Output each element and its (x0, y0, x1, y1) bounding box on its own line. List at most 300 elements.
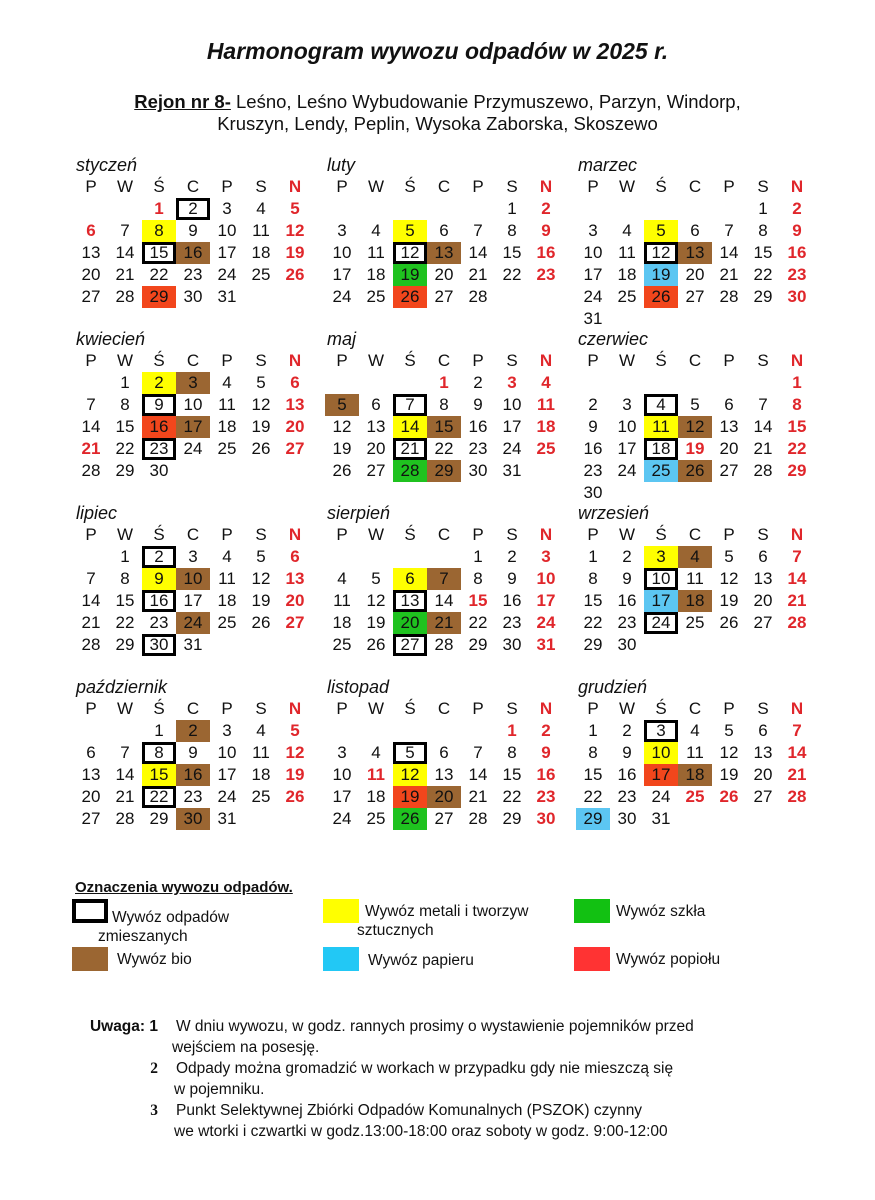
legend-mixed (98, 908, 230, 946)
weekday-header (325, 698, 562, 720)
day-cell: 10 (217, 743, 237, 762)
weekday-label: P (221, 699, 233, 718)
day-cell: 22 (142, 786, 176, 808)
day-cell: 10 (617, 417, 637, 436)
weekday-label: P (336, 351, 348, 370)
weekday-label: Ś (153, 351, 165, 370)
weekday-label: C (186, 177, 200, 196)
day-cell: 3 (588, 221, 598, 240)
weekday-header (325, 524, 562, 546)
day-cell: 5 (724, 547, 734, 566)
empty-day-cell (780, 308, 814, 330)
month-name: kwiecień (76, 329, 146, 349)
day-cell: 2 (507, 547, 517, 566)
day-cell: 27 (366, 461, 386, 480)
day-cell: 18 (536, 417, 556, 436)
weekday-label: C (688, 699, 702, 718)
week-row (74, 264, 311, 286)
weekday-label: Ś (153, 177, 165, 196)
day-cell: 5 (393, 220, 427, 242)
weekday-label: S (757, 525, 769, 544)
weekday-label: S (255, 351, 267, 370)
day-cell: 2 (176, 720, 210, 742)
weekday-label: C (186, 699, 200, 718)
day-cell: 22 (149, 265, 169, 284)
weekday-label: P (221, 525, 233, 544)
week-row (74, 242, 311, 264)
day-cell: 11 (537, 395, 555, 414)
day-cell: 1 (120, 547, 130, 566)
day-cell: 28 (81, 461, 101, 480)
day-cell: 26 (719, 613, 739, 632)
day-cell: 28 (115, 809, 135, 828)
day-cell: 23 (536, 265, 556, 284)
day-cell: 3 (507, 373, 517, 392)
empty-day-cell (529, 460, 563, 482)
day-cell: 25 (332, 635, 352, 654)
empty-day-cell (74, 372, 108, 394)
day-cell: 3 (188, 547, 198, 566)
day-cell: 30 (787, 287, 807, 306)
day-cell: 29 (787, 461, 807, 480)
day-cell: 15 (142, 764, 176, 786)
day-cell: 25 (217, 613, 237, 632)
weekday-label: C (688, 177, 702, 196)
day-cell: 4 (222, 373, 232, 392)
day-cell: 14 (719, 243, 739, 262)
day-cell: 20 (753, 591, 773, 610)
day-cell: 22 (502, 265, 522, 284)
empty-day-cell (278, 634, 312, 656)
day-cell: 10 (644, 568, 678, 590)
day-cell: 27 (285, 613, 305, 632)
day-cell: 16 (176, 764, 210, 786)
day-cell: 30 (176, 808, 210, 830)
month-block (576, 154, 813, 330)
week-row (325, 438, 562, 460)
day-cell: 23 (583, 461, 603, 480)
day-cell: 7 (393, 394, 427, 416)
day-cell: 19 (719, 765, 739, 784)
legend-mixed-line1: Wywóz odpadów (112, 909, 230, 926)
weekday-label: C (186, 525, 200, 544)
day-cell: 20 (81, 265, 101, 284)
day-cell: 1 (439, 373, 449, 392)
day-cell: 18 (678, 764, 712, 786)
week-row (325, 286, 562, 308)
day-cell: 25 (366, 287, 386, 306)
day-cell: 28 (753, 461, 773, 480)
empty-day-cell (576, 198, 610, 220)
week-row (74, 612, 311, 634)
day-cell: 13 (366, 417, 386, 436)
day-cell: 4 (541, 373, 551, 392)
weekday-header (325, 176, 562, 198)
weekday-label: P (221, 177, 233, 196)
empty-day-cell (780, 808, 814, 830)
weekday-label: P (221, 351, 233, 370)
day-cell: 20 (393, 612, 427, 634)
day-cell: 1 (758, 199, 768, 218)
day-cell: 11 (367, 765, 385, 784)
day-cell: 28 (434, 635, 454, 654)
day-cell: 30 (617, 635, 637, 654)
day-cell: 5 (256, 373, 266, 392)
weekday-label: C (437, 699, 451, 718)
region-label: Rejon nr 8- (134, 91, 231, 112)
empty-day-cell (325, 372, 359, 394)
day-cell: 5 (290, 199, 300, 218)
day-cell: 31 (651, 809, 671, 828)
day-cell: 7 (120, 743, 130, 762)
weekday-label: S (757, 699, 769, 718)
day-cell: 12 (251, 395, 271, 414)
day-cell: 23 (183, 787, 203, 806)
note-3-number: 3 (150, 1102, 158, 1119)
day-cell: 29 (576, 808, 610, 830)
week-row (325, 764, 562, 786)
empty-day-cell (393, 720, 427, 742)
month-name: styczeń (76, 155, 138, 175)
day-cell: 9 (792, 221, 802, 240)
empty-day-cell (74, 720, 108, 742)
day-cell: 24 (617, 461, 637, 480)
weekday-label: Ś (404, 699, 416, 718)
day-cell: 27 (685, 287, 705, 306)
day-cell: 12 (251, 569, 271, 588)
day-cell: 5 (256, 547, 266, 566)
day-cell: 12 (332, 417, 352, 436)
weekday-label: P (472, 699, 484, 718)
day-cell: 14 (81, 417, 101, 436)
month-block (74, 502, 311, 656)
day-cell: 14 (81, 591, 101, 610)
day-cell: 13 (427, 242, 461, 264)
day-cell: 25 (685, 613, 705, 632)
week-row (576, 220, 813, 242)
empty-day-cell (427, 720, 461, 742)
day-cell: 25 (685, 787, 705, 806)
day-cell: 26 (251, 613, 271, 632)
weekday-label: W (367, 351, 385, 370)
day-cell: 28 (787, 613, 807, 632)
week-row (576, 764, 813, 786)
day-cell: 21 (115, 787, 135, 806)
day-cell: 3 (541, 547, 551, 566)
day-cell: 19 (393, 786, 427, 808)
week-row (74, 786, 311, 808)
day-cell: 18 (644, 438, 678, 460)
note-3 (176, 1100, 776, 1142)
day-cell: 15 (502, 765, 522, 784)
weekday-label: N (790, 699, 804, 718)
day-cell: 17 (617, 439, 637, 458)
glass-swatch (574, 899, 610, 923)
empty-day-cell (780, 634, 814, 656)
day-cell: 21 (719, 265, 739, 284)
empty-day-cell (712, 808, 746, 830)
day-cell: 3 (644, 546, 678, 568)
weekday-header (74, 176, 311, 198)
day-cell: 10 (536, 569, 556, 588)
day-cell: 20 (366, 439, 386, 458)
day-cell: 12 (393, 764, 427, 786)
day-cell: 2 (142, 372, 176, 394)
empty-day-cell (210, 460, 244, 482)
day-cell: 8 (507, 743, 517, 762)
day-cell: 17 (176, 416, 210, 438)
empty-day-cell (461, 198, 495, 220)
day-cell: 26 (251, 439, 271, 458)
empty-day-cell (278, 808, 312, 830)
day-cell: 16 (468, 417, 488, 436)
note-3-line1: Punkt Selektywnej Zbiórki Odpadów Komunalnych (PSZOK) czynny (176, 1102, 643, 1119)
day-cell: 30 (468, 461, 488, 480)
empty-day-cell (712, 308, 746, 330)
day-cell: 19 (719, 591, 739, 610)
note-1-line1: W dniu wywozu, w godz. rannych prosimy o wystawienie pojemników przed (176, 1018, 694, 1035)
day-cell: 8 (473, 569, 483, 588)
note-3-line2: we wtorki i czwartki w godz.13:00-18:00 oraz soboty w godz. 9:00-12:00 (174, 1123, 668, 1140)
day-cell: 20 (434, 265, 454, 284)
day-cell: 8 (758, 221, 768, 240)
day-cell: 3 (644, 720, 678, 742)
day-cell: 1 (154, 721, 164, 740)
day-cell: 9 (588, 417, 598, 436)
day-cell: 6 (393, 568, 427, 590)
day-cell: 13 (81, 243, 101, 262)
weekday-header (576, 524, 813, 546)
month-name: maj (327, 329, 357, 349)
empty-day-cell (610, 372, 644, 394)
day-cell: 22 (434, 439, 454, 458)
notes-label: Uwaga: 1 (89, 1018, 158, 1035)
week-row (325, 394, 562, 416)
day-cell: 9 (188, 221, 198, 240)
month-name: grudzień (578, 677, 648, 697)
empty-day-cell (678, 308, 712, 330)
day-cell: 10 (583, 243, 603, 262)
week-row (74, 808, 311, 830)
page-title: Harmonogram wywozu odpadów w 2025 r. (206, 38, 669, 64)
weekday-label: Ś (404, 351, 416, 370)
day-cell: 30 (142, 634, 176, 656)
empty-day-cell (325, 720, 359, 742)
day-cell: 26 (644, 286, 678, 308)
day-cell: 3 (222, 721, 232, 740)
weekday-header (74, 350, 311, 372)
empty-day-cell (393, 546, 427, 568)
weekday-label: W (367, 525, 385, 544)
day-cell: 29 (468, 635, 488, 654)
day-cell: 10 (332, 243, 352, 262)
day-cell: 14 (434, 591, 454, 610)
ash-swatch (574, 947, 610, 971)
weekday-label: P (336, 699, 348, 718)
legend-metals (357, 902, 529, 940)
day-cell: 15 (142, 242, 176, 264)
day-cell: 18 (251, 765, 271, 784)
month-name: marzec (578, 155, 638, 175)
empty-day-cell (244, 286, 278, 308)
day-cell: 27 (81, 809, 101, 828)
day-cell: 14 (753, 417, 773, 436)
day-cell: 22 (787, 439, 807, 458)
day-cell: 29 (142, 286, 176, 308)
day-cell: 29 (149, 809, 169, 828)
day-cell: 10 (176, 568, 210, 590)
day-cell: 6 (439, 743, 449, 762)
day-cell: 25 (617, 287, 637, 306)
day-cell: 5 (371, 569, 381, 588)
day-cell: 13 (678, 242, 712, 264)
day-cell: 29 (583, 635, 603, 654)
empty-day-cell (210, 634, 244, 656)
day-cell: 22 (468, 613, 488, 632)
day-cell: 11 (686, 743, 704, 762)
day-cell: 11 (644, 416, 678, 438)
day-cell: 6 (758, 547, 768, 566)
day-cell: 9 (622, 569, 632, 588)
day-cell: 4 (337, 569, 347, 588)
day-cell: 5 (393, 742, 427, 764)
day-cell: 17 (644, 590, 678, 612)
day-cell: 5 (724, 721, 734, 740)
week-row (325, 372, 562, 394)
empty-day-cell (359, 372, 393, 394)
weekday-header (576, 350, 813, 372)
note-2-line1: Odpady można gromadzić w workach w przypadku gdy nie mieszczą się (176, 1060, 674, 1077)
week-row (74, 372, 311, 394)
weekday-label: P (587, 351, 599, 370)
weekday-label: C (688, 525, 702, 544)
day-cell: 20 (753, 765, 773, 784)
day-cell: 9 (541, 221, 551, 240)
day-cell: 19 (285, 765, 305, 784)
day-cell: 7 (473, 743, 483, 762)
week-row (325, 634, 562, 656)
weekday-label: N (539, 699, 553, 718)
day-cell: 7 (473, 221, 483, 240)
week-row (74, 460, 311, 482)
empty-day-cell (644, 482, 678, 504)
day-cell: 14 (468, 765, 488, 784)
week-row (74, 394, 311, 416)
empty-day-cell (644, 634, 678, 656)
day-cell: 18 (332, 613, 352, 632)
weekday-label: P (472, 177, 484, 196)
week-row (74, 720, 311, 742)
week-row (325, 460, 562, 482)
month-block (74, 676, 311, 830)
weekday-label: P (336, 525, 348, 544)
day-cell: 9 (541, 743, 551, 762)
day-cell: 4 (256, 199, 266, 218)
empty-day-cell (610, 482, 644, 504)
day-cell: 28 (393, 460, 427, 482)
day-cell: 14 (115, 243, 135, 262)
weekday-label: S (255, 699, 267, 718)
day-cell: 13 (285, 569, 305, 588)
weekday-label: P (336, 177, 348, 196)
empty-day-cell (325, 546, 359, 568)
empty-day-cell (746, 482, 780, 504)
day-cell: 25 (366, 809, 386, 828)
weekday-label: N (288, 351, 302, 370)
weekday-label: P (723, 699, 735, 718)
weekday-label: Ś (655, 525, 667, 544)
week-row (325, 590, 562, 612)
day-cell: 15 (502, 243, 522, 262)
day-cell: 5 (690, 395, 700, 414)
day-cell: 17 (332, 265, 352, 284)
day-cell: 16 (583, 439, 603, 458)
week-row (576, 634, 813, 656)
day-cell: 23 (183, 265, 203, 284)
day-cell: 8 (142, 220, 176, 242)
empty-day-cell (427, 198, 461, 220)
empty-day-cell (712, 482, 746, 504)
day-cell: 21 (115, 265, 135, 284)
legend-ash: Wywóz popiołu (616, 951, 721, 968)
day-cell: 26 (393, 808, 427, 830)
day-cell: 15 (583, 591, 603, 610)
empty-day-cell (746, 372, 780, 394)
day-cell: 15 (468, 591, 488, 610)
weekday-label: S (255, 525, 267, 544)
day-cell: 7 (758, 395, 768, 414)
week-row (325, 242, 562, 264)
day-cell: 21 (427, 612, 461, 634)
weekday-label: Ś (655, 699, 667, 718)
weekday-label: P (472, 525, 484, 544)
month-block (576, 502, 813, 656)
day-cell: 28 (787, 787, 807, 806)
week-row (325, 786, 562, 808)
day-cell: 11 (252, 743, 270, 762)
day-cell: 15 (787, 417, 807, 436)
week-row (325, 220, 562, 242)
day-cell: 27 (393, 634, 427, 656)
day-cell: 26 (332, 461, 352, 480)
day-cell: 14 (115, 765, 135, 784)
week-row (325, 264, 562, 286)
day-cell: 9 (473, 395, 483, 414)
week-row (576, 438, 813, 460)
day-cell: 19 (685, 439, 705, 458)
day-cell: 7 (724, 221, 734, 240)
week-row (576, 590, 813, 612)
day-cell: 2 (142, 546, 176, 568)
day-cell: 10 (644, 742, 678, 764)
week-row (576, 786, 813, 808)
month-name: wrzesień (578, 503, 650, 523)
day-cell: 18 (251, 243, 271, 262)
day-cell: 15 (753, 243, 773, 262)
day-cell: 2 (541, 721, 551, 740)
day-cell: 17 (332, 787, 352, 806)
day-cell: 30 (583, 483, 603, 502)
weekday-label: S (506, 525, 518, 544)
day-cell: 14 (393, 416, 427, 438)
day-cell: 13 (753, 569, 773, 588)
day-cell: 18 (678, 590, 712, 612)
weekday-label: C (437, 177, 451, 196)
day-cell: 15 (115, 591, 135, 610)
week-row (74, 546, 311, 568)
weekday-label: P (587, 699, 599, 718)
day-cell: 8 (120, 395, 130, 414)
